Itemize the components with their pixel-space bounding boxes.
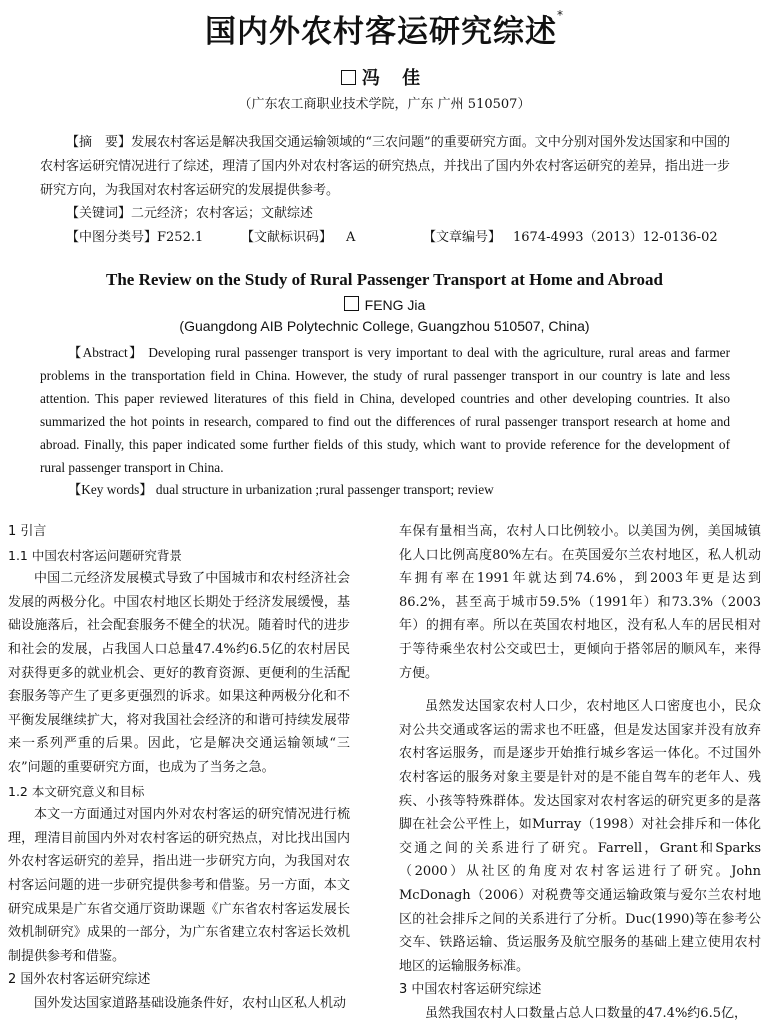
paragraph: 中国二元经济发展模式导致了中国城市和农村经济社会发展的两极分化。中国农村地区长期处于经济发展缓慢，基础设施落后，社会配套服务不健全的状况。随着时代的进步和社会的发展，占我国人口总量47.4%约6.5亿的农村居民对获得更多的就业机会、更好的教育资源、更便利的生活配套服务等产生了更多更强烈的诉求。如果这种两极分化和不平衡发展继续扩大，将对我国社会经济的和谐可持续发展带来一系列严重的后果。因此，它是解决交通运输领域“三农”问题的重要研究方面，也成为了当务之急。 — [8, 571, 350, 775]
paragraph: 车保有量相当高，农村人口比例较小。以美国为例，美国城镇化人口比例高度80%左右。在英国爱尔兰农村地区，私人机动车拥有率在1991年就达到74.6%，到2003年更是达到86.2%，甚至高于城市59.5%（1991年）和73.3%（2003年）的拥有率。所以在英国农村地区，没有私人车的居民相对于等待乘坐农村公交或巴士，更倾向于搭邻居的顺风车，来得方便。 — [399, 524, 761, 681]
class-value: F252.1 — [157, 230, 204, 245]
en-keywords-label: 【Key words】 — [68, 482, 153, 497]
section-heading: 1 引言 — [8, 524, 47, 539]
paragraph: 虽然发达国家农村人口少，农村地区人口密度也小，民众对公共交通或客运的需求也不旺盛，但是发达国家并没有放弃农村客运服务，而是逐步开始推行城乡客运一体化。不过国外农村客运的服务对象主要是针对的是不能自驾车的老年人、残疾、小孩等特殊群体。发达国家对农村客运的研究更多的是落脚在社会公平性上，如Murray（1998）对社会排斥和一体化交通之间的关系进行了研究。Farrell，Grant和Sparks（2000）从社区的角度对农村客运进行了研究。John McDonagh（2006）对税费等交通运输政策与爱尔兰农村地区的社会排斥之间的关系进行了分析。Duc(1990)等在参考公交车、铁路运输、货运服务及航空服务的基础上建立使用农村地区的运输服务标准。 — [399, 699, 761, 974]
subsection-heading: 1.2 本文研究意义和目标 — [8, 783, 145, 799]
article-value: 1674-4993（2013）12-0136-02 — [513, 230, 718, 245]
left-column — [8, 520, 350, 1015]
en-abstract-text: Developing rural passenger transport is very important to deal with the agriculture, rural areas and farmer problems in the transportation field in China. However, the study of rural passenger transport in our country is late and less attention. This paper reviewed literatures of this field in China, developed countries and other developing countries. It also summarized the hot points in research, compared to find out the differences of rural passenger transport research at home and abroad. Finally, this paper indicated some further fields of this study, which want to provide reference for the development of rural passenger transport in China. — [40, 345, 731, 475]
subsection-heading: 1.1 中国农村客运问题研究背景 — [8, 547, 182, 563]
cn-abstract-text: 发展农村客运是解决我国交通运输领域的“三农问题”的重要研究方面。文中分别对国外发达国家和中国的农村客运研究情况进行了综述，理清了国内外对农村客运的研究热点，并找出了国内外农村客运研究的差异，指出进一步研究方向，为我国对农村客运研究的发展提供参考。 — [40, 135, 730, 198]
en-keywords-text: dual structure in urbanization ;rural passenger transport; review — [155, 482, 494, 497]
cn-abstract — [40, 131, 730, 203]
english-title: The Review on the Study of Rural Passenger Transport at Home and Abroad — [106, 270, 663, 289]
section-heading: 2 国外农村客运研究综述 — [8, 972, 151, 988]
right-column — [399, 520, 761, 1025]
classification-row — [66, 226, 726, 250]
cn-keywords-label: 【关键词】 — [66, 206, 132, 221]
cn-keywords-text: 二元经济；农村客运；文献综述 — [131, 206, 314, 221]
en-abstract-label: 【Abstract】 — [68, 345, 144, 360]
class-label: 【中图分类号】 — [66, 230, 158, 245]
english-author: FENG Jia — [0, 296, 769, 313]
title-footnote-mark: * — [557, 8, 564, 22]
en-keywords — [40, 478, 730, 501]
en-abstract — [40, 341, 730, 479]
square-marker-icon — [344, 296, 359, 311]
paper-title: 国内外农村客运研究综述* — [205, 8, 564, 50]
cn-keywords — [40, 202, 730, 226]
section-heading: 3 中国农村客运研究综述 — [399, 982, 542, 998]
paragraph: 虽然我国农村人口数量占总人口数量的47.4%约6.5亿， — [425, 1005, 747, 1021]
paragraph: 本文一方面通过对国内外对农村客运的研究情况进行梳理，理清目前国内外对农村客运的研究热点，对比找出国内外农村客运研究的差异，指出进一步研究方向，为我国对农村客运问题的进一步研究提供参考和借鉴。另一方面，本文研究成果是广东省交通厅资助课题《广东省农村客运发展长效机制研究》成果的一部分，为广东省建立农村客运长效机制提供参考和借鉴。 — [8, 807, 350, 964]
paragraph: 国外发达国家道路基础设施条件好，农村山区私人机动 — [34, 995, 347, 1011]
square-marker-icon — [341, 70, 356, 85]
doc-label: 【文献标识码】 — [241, 230, 333, 245]
affiliation: （广东农工商职业技术学院，广东 广州 510507） — [238, 97, 531, 112]
cn-abstract-label: 【摘 要】 — [66, 135, 132, 150]
article-label: 【文章编号】 — [423, 230, 502, 245]
doc-value: A — [346, 230, 356, 245]
english-affiliation: (Guangdong AIB Polytechnic College, Guangzhou 510507, China) — [179, 318, 590, 334]
author: 冯 佳 — [0, 64, 769, 90]
